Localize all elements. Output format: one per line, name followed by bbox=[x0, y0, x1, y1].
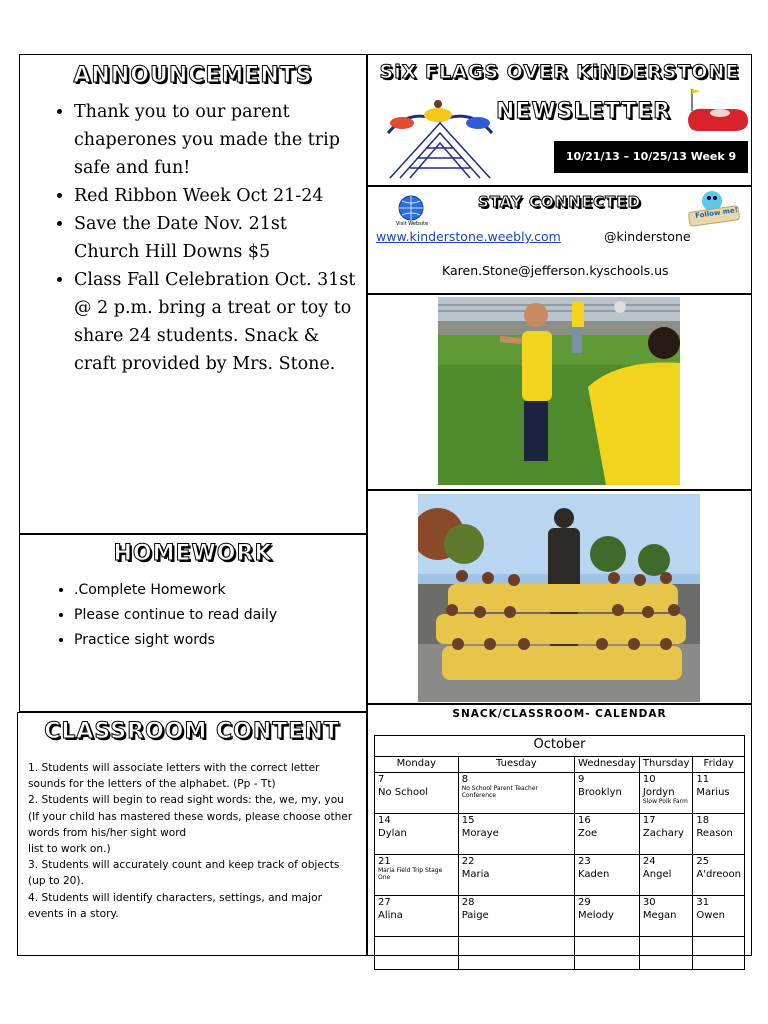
calendar-cell-empty bbox=[375, 937, 459, 970]
calendar-day-cell bbox=[693, 773, 745, 814]
follow-me-badge[interactable]: Follow me! bbox=[694, 206, 739, 220]
calendar-snack-name: Zoe bbox=[578, 828, 598, 839]
bumper-car-icon bbox=[686, 87, 750, 135]
photo-panel-statue bbox=[367, 490, 752, 704]
day-header: Thursday bbox=[639, 757, 693, 773]
calendar-day-cell bbox=[639, 814, 693, 855]
calendar-day-cell bbox=[575, 855, 640, 896]
calendar-snack-name: A'dreoon bbox=[696, 869, 741, 880]
announcements-title: ANNOUNCEMENTS bbox=[73, 63, 313, 88]
photo-kids-playing bbox=[438, 297, 680, 485]
calendar-day-cell bbox=[639, 855, 693, 896]
calendar-day-number: 9 bbox=[578, 774, 585, 785]
announcement-item: • Save the Date Nov. 21st Church Hill Downs $5 bbox=[74, 210, 356, 266]
announcements-list bbox=[20, 98, 366, 378]
calendar-day-number: 25 bbox=[696, 856, 710, 867]
day-header: Monday bbox=[375, 757, 459, 773]
photo-panel-playground bbox=[367, 294, 752, 490]
calendar-snack-name: Zachary bbox=[642, 828, 684, 839]
calendar-panel bbox=[367, 704, 752, 956]
calendar-day-cell bbox=[458, 814, 574, 855]
calendar-day-cell bbox=[575, 896, 640, 937]
calendar-day-number: 21 bbox=[378, 856, 391, 867]
calendar-snack-name: No School bbox=[378, 787, 428, 798]
calendar-day-number: 23 bbox=[578, 856, 591, 867]
day-header: Tuesday bbox=[458, 757, 574, 773]
calendar-day-number: 29 bbox=[578, 897, 591, 908]
calendar-snack-name: Brooklyn bbox=[578, 787, 622, 798]
calendar-day-cell bbox=[458, 773, 574, 814]
announcements-panel bbox=[19, 54, 367, 534]
calendar-week-row bbox=[375, 855, 745, 896]
newsletter-subtitle: NEWSLETTER bbox=[496, 99, 672, 124]
objective-line: 2. Students will begin to read sight words: the, we, my, you (If your child has mastered these words, please choose other words from his/her sight word bbox=[28, 794, 353, 839]
calendar-day-number: 8 bbox=[461, 774, 469, 785]
calendar-cell-empty bbox=[639, 937, 693, 970]
stay-connected-panel bbox=[367, 186, 752, 294]
calendar-day-cell bbox=[639, 773, 693, 814]
calendar-day-cell bbox=[693, 814, 745, 855]
calendar-day-cell bbox=[375, 814, 459, 855]
stay-connected-title: STAY CONNECTED bbox=[477, 193, 642, 211]
homework-title: HOMEWORK bbox=[113, 541, 273, 566]
calendar-day-number: 28 bbox=[461, 897, 475, 908]
newsletter-header bbox=[367, 54, 752, 186]
calendar-cell-empty bbox=[693, 937, 745, 970]
calendar-snack-name: Reason bbox=[696, 828, 733, 839]
day-header: Friday bbox=[693, 757, 745, 773]
calendar-snack-name: Paige bbox=[461, 910, 489, 921]
visit-website-label: Visit Website bbox=[396, 221, 429, 227]
calendar-snack-name: Moraye bbox=[461, 828, 499, 839]
homework-list bbox=[20, 578, 366, 653]
homework-panel bbox=[19, 534, 367, 712]
day-header: Wednesday bbox=[575, 757, 640, 773]
calendar-day-cell bbox=[693, 855, 745, 896]
calendar-day-number: 16 bbox=[578, 815, 591, 826]
calendar-day-number: 7 bbox=[378, 774, 385, 785]
classroom-content-title: CLASSROOM CONTENT bbox=[44, 719, 340, 744]
homework-item: • Practice sight words bbox=[74, 628, 366, 653]
announcement-item: • Thank you to our parent chaperones you made the trip safe and fun! bbox=[74, 98, 356, 182]
calendar-day-cell bbox=[575, 773, 640, 814]
photo-class-at-statue bbox=[418, 494, 700, 702]
date-range-badge: 10/21/13 – 10/25/13 Week 9 bbox=[554, 141, 748, 173]
calendar-day-number: 31 bbox=[696, 897, 710, 908]
calendar-week-row bbox=[375, 814, 745, 855]
calendar-day-number: 22 bbox=[461, 856, 475, 867]
calendar-snack-name: Kaden bbox=[578, 869, 610, 880]
calendar-day-number: 24 bbox=[642, 856, 656, 867]
objective-line: 3. Students will accurately count and keep track of objects (up to 20). bbox=[28, 859, 340, 888]
calendar-snack-name: Marius bbox=[696, 787, 730, 798]
calendar-table bbox=[374, 735, 745, 970]
calendar-snack-name: Jordyn bbox=[642, 787, 675, 798]
calendar-day-number: 11 bbox=[696, 774, 710, 785]
calendar-day-cell bbox=[375, 855, 459, 896]
objective-line: 1. Students will associate letters with the correct letter sounds for the letters of the alphabet. (Pp - Tt) bbox=[28, 762, 320, 791]
calendar-month: October bbox=[375, 736, 745, 757]
calendar-day-cell bbox=[458, 896, 574, 937]
calendar-day-number: 17 bbox=[642, 815, 656, 826]
calendar-day-cell bbox=[375, 896, 459, 937]
calendar-snack-name: Angel bbox=[642, 869, 672, 880]
objective-line: 4. Students will identify characters, settings, and major events in a story. bbox=[28, 891, 322, 920]
newsletter-title: SiX FLAGS OVER KiNDERSTONE bbox=[379, 61, 740, 83]
announcement-item: • Class Fall Celebration Oct. 31st @ 2 p.m. bring a treat or toy to share 24 students. Snack & craft provided by Mrs. Stone. bbox=[74, 266, 356, 378]
announcement-item: • Red Ribbon Week Oct 21-24 bbox=[74, 182, 356, 210]
calendar-week-row bbox=[375, 773, 745, 814]
objective-line: list to work on.) bbox=[28, 843, 111, 856]
calendar-title: SNACK/CLASSROOM- CALENDAR bbox=[452, 708, 667, 720]
calendar-day-number: 15 bbox=[461, 815, 475, 826]
calendar-cell-empty bbox=[458, 937, 574, 970]
calendar-day-number: 30 bbox=[642, 897, 656, 908]
calendar-day-cell bbox=[375, 773, 459, 814]
calendar-day-number: 14 bbox=[378, 815, 391, 826]
classroom-content-body bbox=[28, 760, 358, 922]
calendar-snack-name: Dylan bbox=[378, 828, 407, 839]
calendar-day-cell bbox=[639, 896, 693, 937]
calendar-snack-name: Alina bbox=[378, 910, 403, 921]
calendar-week-row bbox=[375, 896, 745, 937]
homework-item: • .Complete Homework bbox=[74, 578, 366, 603]
calendar-day-number: 27 bbox=[378, 897, 391, 908]
calendar-weeks bbox=[375, 773, 745, 937]
calendar-snack-name: Maria bbox=[461, 869, 490, 880]
calendar-day-number: 10 bbox=[642, 774, 656, 785]
calendar-note: Maria Field Trip Stage One bbox=[378, 867, 443, 881]
homework-item: • Please continue to read daily bbox=[74, 603, 366, 628]
calendar-day-cell bbox=[693, 896, 745, 937]
calendar-snack-name: Melody bbox=[578, 910, 614, 921]
email-address: Karen.Stone@jefferson.kyschools.us bbox=[442, 263, 669, 278]
calendar-note: No School Parent Teacher Conference bbox=[461, 785, 538, 799]
calendar-day-cell bbox=[575, 814, 640, 855]
calendar-day-cell bbox=[458, 855, 574, 896]
calendar-note: Slow Polk Farm bbox=[642, 798, 688, 805]
calendar-day-number: 18 bbox=[696, 815, 710, 826]
classroom-content-panel bbox=[17, 712, 367, 956]
calendar-snack-name: Owen bbox=[696, 910, 725, 921]
website-link[interactable]: www.kinderstone.weebly.com bbox=[376, 229, 561, 244]
roller-coaster-icon bbox=[380, 93, 500, 183]
twitter-handle: @kinderstone bbox=[604, 229, 691, 244]
calendar-snack-name: Megan bbox=[642, 910, 677, 921]
calendar-cell-empty bbox=[575, 937, 640, 970]
